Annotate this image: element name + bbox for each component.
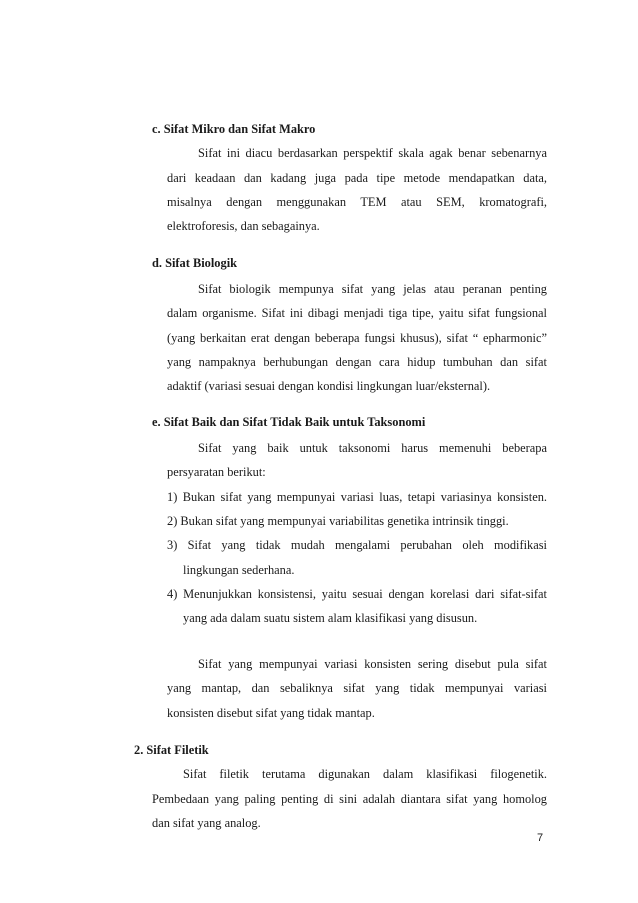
paragraph-line: Sifat yang baik untuk taksonomi harus memenuhi beberapa [198, 441, 547, 455]
list-item: 3) Sifat yang tidak mudah mengalami perubahan oleh modifikasi [167, 538, 547, 552]
paragraph-line: Sifat yang mempunyai variasi konsisten sering disebut pula sifat [198, 657, 547, 671]
paragraph-line: Sifat biologik mempunya sifat yang jelas atau peranan penting [198, 282, 547, 296]
list-item-continuation: yang ada dalam suatu sistem alam klasifikasi yang disusun. [183, 611, 478, 625]
paragraph-line: (yang berkaitan erat dengan beberapa fungsi khusus), sifat “ epharmonic” [167, 331, 547, 345]
heading-sifat-filetik: 2. Sifat Filetik [134, 743, 209, 757]
page-number: 7 [537, 832, 544, 844]
list-item: 1) Bukan sifat yang mempunyai variasi luas, tetapi variasinya konsisten. [167, 490, 547, 504]
list-item: 2) Bukan sifat yang mempunyai variabilitas genetika intrinsik tinggi. [167, 514, 509, 528]
paragraph-line: dari keadaan dan kadang juga pada tipe metode mendapatkan data, [167, 171, 547, 185]
heading-sifat-mikro-makro: c. Sifat Mikro dan Sifat Makro [152, 122, 316, 136]
paragraph-line: yang nampaknya berhubungan dengan cara hidup tumbuhan dan sifat [167, 355, 547, 369]
paragraph-line: dalam organisme. Sifat ini dibagi menjadi tiga tipe, yaitu sifat fungsional [167, 306, 547, 320]
paragraph-line: adaktif (variasi sesuai dengan kondisi lingkungan luar/eksternal). [167, 379, 491, 393]
heading-sifat-baik-tidak-baik: e. Sifat Baik dan Sifat Tidak Baik untuk Taksonomi [152, 415, 426, 429]
paragraph-line: misalnya dengan menggunakan TEM atau SEM, kromatografi, [167, 195, 547, 209]
paragraph-line: persyaratan berikut: [167, 465, 266, 479]
paragraph-line: elektroforesis, dan sebagainya. [167, 219, 320, 233]
list-item: 4) Menunjukkan konsistensi, yaitu sesuai dengan korelasi dari sifat-sifat [167, 587, 547, 601]
paragraph-line: dan sifat yang analog. [152, 816, 261, 830]
paragraph-line: Pembedaan yang paling penting di sini adalah diantara sifat yang homolog [152, 792, 547, 806]
paragraph-line: Sifat filetik terutama digunakan dalam klasifikasi filogenetik. [183, 767, 547, 781]
heading-sifat-biologik: d. Sifat Biologik [152, 256, 238, 270]
list-item-continuation: lingkungan sederhana. [183, 563, 295, 577]
paragraph-line: yang mantap, dan sebaliknya sifat yang tidak mempunyai variasi [167, 681, 547, 695]
paragraph-line: konsisten disebut sifat yang tidak mantap. [167, 706, 375, 720]
paragraph-line: Sifat ini diacu berdasarkan perspektif skala agak benar sebenarnya [198, 146, 547, 160]
